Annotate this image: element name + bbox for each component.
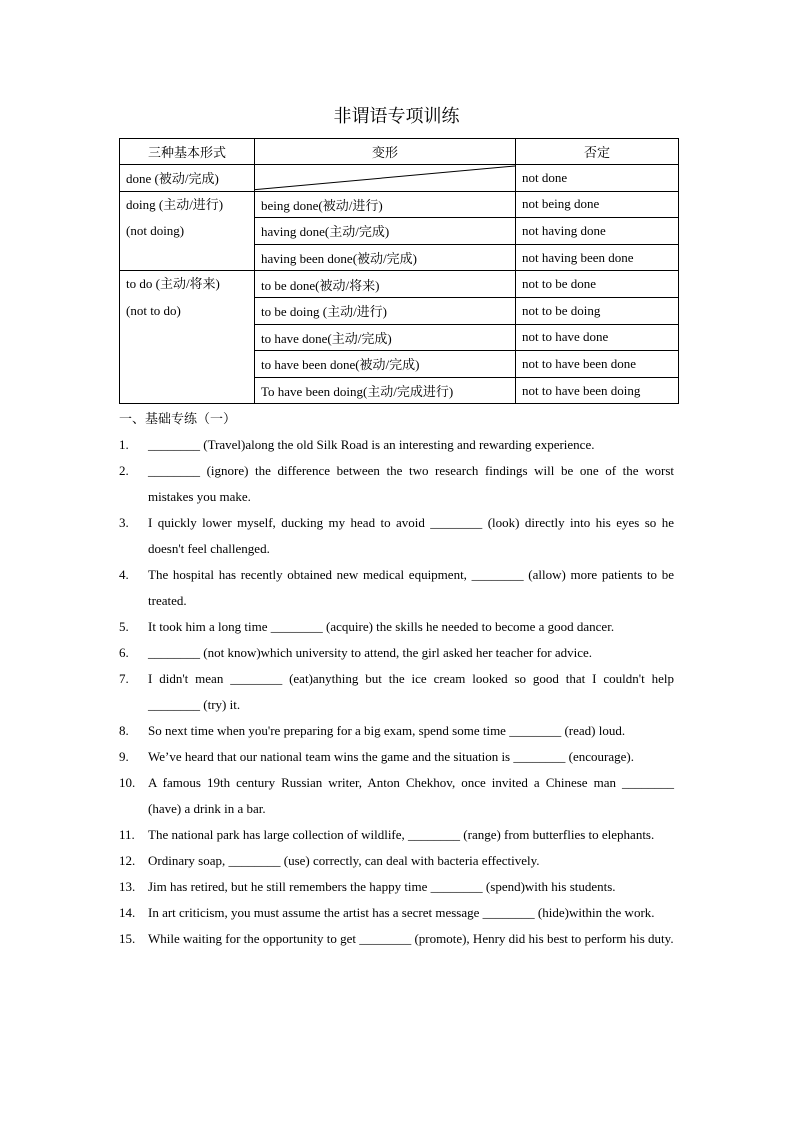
question-text: The hospital has recently obtained new medical equipment, ________ (allow) more patients to be treated. xyxy=(148,567,674,608)
question-number: 7. xyxy=(119,671,129,686)
list-item xyxy=(119,848,674,874)
variant-cell: having done(主动/完成) xyxy=(255,218,516,245)
question-text: We’ve heard that our national team wins the game and the situation is ________ (encourage). xyxy=(148,749,634,764)
list-item xyxy=(119,510,674,562)
question-text: ________ (ignore) the difference between the two research findings will be one of the worst mistakes you make. xyxy=(148,463,674,504)
page-title: 非谓语专项训练 xyxy=(333,106,460,126)
negative-cell: not to be done xyxy=(516,271,679,298)
negative-cell: not to have been done xyxy=(516,351,679,378)
variant-cell: to have done(主动/完成) xyxy=(255,324,516,351)
variant-cell: to be done(被动/将来) xyxy=(255,271,516,298)
form-done: done (被动/完成) xyxy=(120,165,255,192)
question-number: 10. xyxy=(119,775,136,790)
question-number: 13. xyxy=(119,879,136,894)
question-text: The national park has large collection of wildlife, ________ (range) from butterflies to elephants. xyxy=(148,827,655,842)
list-item xyxy=(119,822,674,848)
form-doing-negative-line: (not doing) xyxy=(126,223,185,239)
negative-cell: not having been done xyxy=(516,244,679,271)
list-item xyxy=(119,666,674,718)
question-number: 12. xyxy=(119,853,136,868)
diagonal-empty-cell xyxy=(255,165,516,192)
question-text: Jim has retired, but he still remembers the happy time ________ (spend)with his students. xyxy=(148,879,616,894)
table-row xyxy=(120,165,679,192)
question-number: 11. xyxy=(119,827,135,842)
list-item xyxy=(119,770,674,822)
negative-cell: not to have been doing xyxy=(516,377,679,404)
diagonal-line xyxy=(255,165,515,191)
list-item xyxy=(119,926,674,952)
question-number: 4. xyxy=(119,567,129,582)
question-text: While waiting for the opportunity to get ________ (promote), Henry did his best to perform his duty. xyxy=(148,931,674,946)
question-text: So next time when you're preparing for a big exam, spend some time ________ (read) loud. xyxy=(148,723,626,738)
table-row xyxy=(120,271,679,298)
question-list xyxy=(119,432,674,952)
variant-cell: To have been doing(主动/完成进行) xyxy=(255,377,516,404)
question-number: 8. xyxy=(119,723,129,738)
header-negative: 否定 xyxy=(516,139,679,165)
question-text: I quickly lower myself, ducking my head to avoid ________ (look) directly into his eyes so he doesn't feel challenged. xyxy=(148,515,674,556)
variant-cell: to be doing (主动/进行) xyxy=(255,297,516,324)
list-item xyxy=(119,744,674,770)
form-todo-negative-line: (not to do) xyxy=(126,302,181,318)
question-number: 5. xyxy=(119,619,129,634)
question-number: 2. xyxy=(119,463,129,478)
form-doing-line: doing (主动/进行) xyxy=(126,196,224,212)
question-number: 14. xyxy=(119,905,136,920)
question-number: 9. xyxy=(119,749,129,764)
negative-cell: not to be doing xyxy=(516,297,679,324)
question-text: A famous 19th century Russian writer, Anton Chekhov, once invited a Chinese man ________ (have) a drink in a bar. xyxy=(148,775,674,816)
question-number: 6. xyxy=(119,645,129,660)
list-item xyxy=(119,900,674,926)
negative-cell: not being done xyxy=(516,191,679,218)
header-basic-forms: 三种基本形式 xyxy=(120,139,255,165)
question-number: 1. xyxy=(119,437,129,452)
negative-done: not done xyxy=(516,165,679,192)
question-text: ________ (not know)which university to attend, the girl asked her teacher for advice. xyxy=(148,645,593,660)
variant-cell: having been done(被动/完成) xyxy=(255,244,516,271)
question-number: 3. xyxy=(119,515,129,530)
form-todo xyxy=(120,271,255,404)
header-variants: 变形 xyxy=(255,139,516,165)
list-item xyxy=(119,458,674,510)
table-header-row xyxy=(120,139,679,165)
variant-cell: being done(被动/进行) xyxy=(255,191,516,218)
list-item xyxy=(119,432,674,458)
question-text: I didn't mean ________ (eat)anything but the ice cream looked so good that I couldn't help ________ (try) it. xyxy=(148,671,674,712)
form-todo-line: to do (主动/将来) xyxy=(126,276,220,292)
question-number: 15. xyxy=(119,931,136,946)
list-item xyxy=(119,640,674,666)
question-text: Ordinary soap, ________ (use) correctly, can deal with bacteria effectively. xyxy=(148,853,540,868)
section-heading: 一、基础专练（一） xyxy=(119,411,237,426)
question-text: ________ (Travel)along the old Silk Road is an interesting and rewarding experience. xyxy=(148,437,595,452)
question-text: It took him a long time ________ (acquire) the skills he needed to become a good dancer. xyxy=(148,619,615,634)
list-item xyxy=(119,874,674,900)
list-item xyxy=(119,718,674,744)
negative-cell: not having done xyxy=(516,218,679,245)
form-doing xyxy=(120,191,255,271)
variant-cell: to have been done(被动/完成) xyxy=(255,351,516,378)
question-text: In art criticism, you must assume the artist has a secret message ________ (hide)within the work. xyxy=(148,905,655,920)
table-row xyxy=(120,191,679,218)
nonfinite-forms-table xyxy=(119,138,679,404)
list-item xyxy=(119,614,674,640)
list-item xyxy=(119,562,674,614)
negative-cell: not to have done xyxy=(516,324,679,351)
